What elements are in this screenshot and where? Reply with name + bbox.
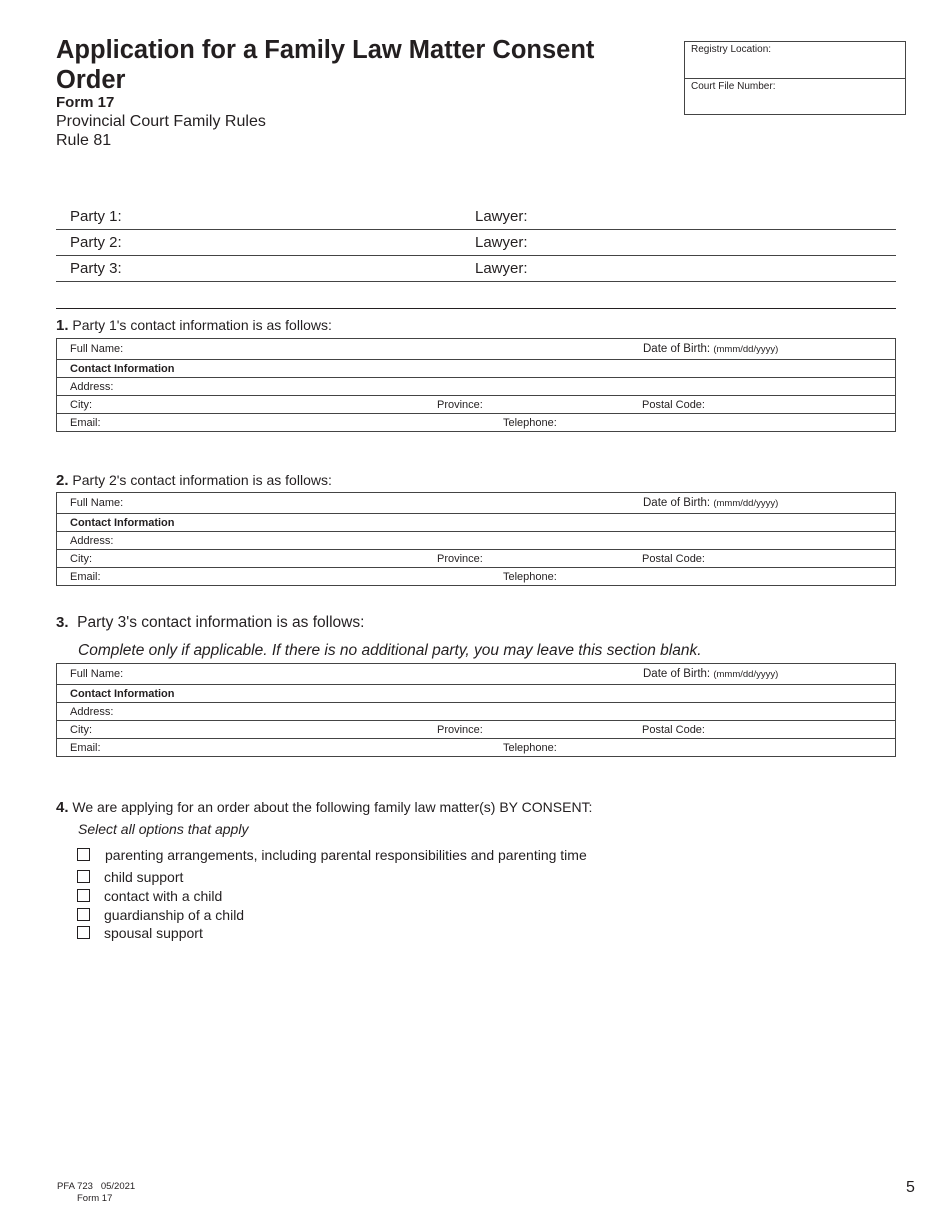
dob-label: Date of Birth: (mmm/dd/yyyy)	[643, 668, 779, 680]
party-label: Party 1:	[70, 208, 122, 225]
address-field[interactable]	[57, 532, 896, 550]
dob-format-hint: (mmm/dd/yyyy)	[713, 498, 779, 509]
section-4-instruction: Select all options that apply	[78, 821, 249, 837]
full-name-field[interactable]	[57, 664, 896, 685]
postal-code-label: Postal Code:	[642, 398, 705, 411]
section-heading-text: Party 1's contact information is as follows:	[72, 317, 332, 333]
court-file-number-label: Court File Number:	[691, 81, 776, 92]
option-label: spousal support	[104, 925, 203, 941]
city-label: City:	[70, 552, 92, 565]
option-label: guardianship of a child	[104, 907, 245, 923]
option-label: child support	[104, 869, 184, 885]
contact-information-header: Contact Information	[57, 685, 896, 703]
address-label: Address:	[70, 705, 114, 718]
section-2-heading	[56, 472, 332, 489]
checkbox[interactable]	[77, 889, 90, 902]
email-telephone-row[interactable]	[57, 568, 896, 586]
party-label: Party 2:	[70, 234, 122, 251]
section-number: 1.	[56, 317, 69, 334]
address-field[interactable]	[57, 378, 896, 396]
full-name-field[interactable]	[57, 493, 896, 514]
section-divider	[56, 308, 896, 309]
section-number: 2.	[56, 472, 69, 489]
lawyer-label: Lawyer:	[475, 234, 528, 251]
party-row[interactable]	[56, 256, 896, 282]
party-row[interactable]	[56, 230, 896, 256]
party-row[interactable]	[56, 204, 896, 230]
address-label: Address:	[70, 534, 114, 547]
section-heading-text: Party 3's contact information is as follows:	[77, 614, 365, 631]
checkbox[interactable]	[77, 848, 90, 861]
city-province-postal-row[interactable]	[57, 550, 896, 568]
rules-line: Rule 81	[56, 132, 112, 149]
city-label: City:	[70, 398, 92, 411]
party-label: Party 3:	[70, 260, 122, 277]
form-number: Form 17	[56, 94, 115, 111]
address-field[interactable]	[57, 703, 896, 721]
full-name-field[interactable]	[57, 339, 896, 360]
contact-information-header: Contact Information	[57, 360, 896, 378]
footer-form-label: Form 17	[77, 1192, 113, 1204]
lawyer-label: Lawyer:	[475, 208, 528, 225]
checkbox[interactable]	[77, 926, 90, 939]
telephone-label: Telephone:	[503, 416, 557, 429]
section-4-heading	[56, 799, 592, 816]
checkbox[interactable]	[77, 908, 90, 921]
section-3-note: Complete only if applicable. If there is no additional party, you may leave this section blank.	[78, 642, 702, 659]
email-label: Email:	[70, 741, 101, 754]
city-province-postal-row[interactable]	[57, 396, 896, 414]
page-number: 5	[906, 1179, 915, 1196]
section-number: 4.	[56, 799, 69, 816]
telephone-label: Telephone:	[503, 741, 557, 754]
court-file-number-field[interactable]	[685, 78, 905, 114]
email-telephone-row[interactable]	[57, 739, 896, 757]
section-heading-text: Party 2's contact information is as follows:	[72, 472, 332, 488]
lawyer-label: Lawyer:	[475, 260, 528, 277]
address-label: Address:	[70, 380, 114, 393]
section-3-heading	[56, 614, 364, 632]
full-name-label: Full Name:	[70, 668, 124, 680]
province-label: Province:	[437, 723, 483, 736]
form-code: PFA 723 05/2021	[57, 1181, 136, 1192]
section-heading-text: We are applying for an order about the following family law matter(s) BY CONSENT:	[72, 799, 593, 815]
dob-format-hint: (mmm/dd/yyyy)	[713, 669, 779, 680]
party-2-contact-table	[56, 492, 896, 586]
registry-location-field[interactable]	[685, 42, 905, 78]
dob-label: Date of Birth: (mmm/dd/yyyy)	[643, 497, 779, 509]
party-3-contact-table	[56, 663, 896, 757]
section-1-heading	[56, 317, 332, 334]
full-name-label: Full Name:	[70, 343, 124, 355]
dob-format-hint: (mmm/dd/yyyy)	[713, 344, 779, 355]
option-label: contact with a child	[104, 888, 223, 904]
checkbox[interactable]	[77, 870, 90, 883]
party-1-contact-table	[56, 338, 896, 432]
contact-information-header: Contact Information	[57, 514, 896, 532]
page-title: Application for a Family Law Matter Consent Order	[56, 36, 595, 94]
dob-label: Date of Birth: (mmm/dd/yyyy)	[643, 343, 779, 355]
email-label: Email:	[70, 570, 101, 583]
registry-box	[684, 41, 906, 115]
rules-reference	[56, 112, 266, 150]
postal-code-label: Postal Code:	[642, 723, 705, 736]
email-telephone-row[interactable]	[57, 414, 896, 432]
rules-line: Provincial Court Family Rules	[56, 113, 266, 130]
province-label: Province:	[437, 398, 483, 411]
email-label: Email:	[70, 416, 101, 429]
full-name-label: Full Name:	[70, 497, 124, 509]
section-number: 3.	[56, 614, 69, 631]
registry-location-label: Registry Location:	[691, 44, 772, 55]
city-label: City:	[70, 723, 92, 736]
province-label: Province:	[437, 552, 483, 565]
city-province-postal-row[interactable]	[57, 721, 896, 739]
parties-list	[56, 204, 896, 282]
footer-form-code	[57, 1181, 135, 1204]
postal-code-label: Postal Code:	[642, 552, 705, 565]
telephone-label: Telephone:	[503, 570, 557, 583]
option-label: parenting arrangements, including parental responsibilities and parenting time	[105, 847, 587, 863]
